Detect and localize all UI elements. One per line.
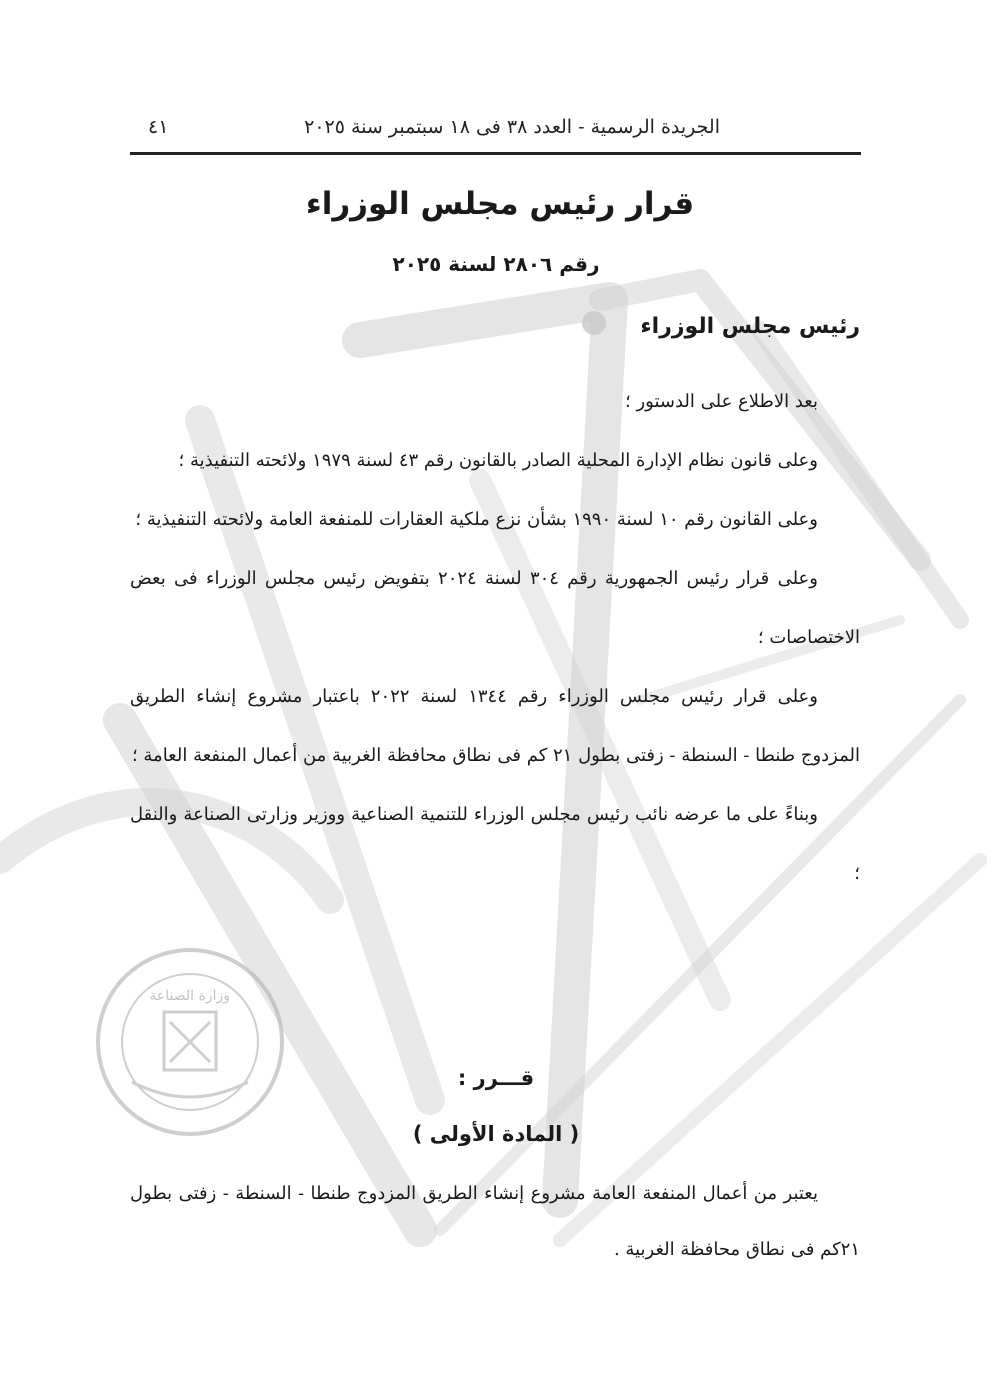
preamble	[130, 372, 860, 903]
preamble-paragraph: وعلى قانون نظام الإدارة المحلية الصادر بالقانون رقم ٤٣ لسنة ١٩٧٩ ولائحته التنفيذية ؛	[178, 450, 818, 471]
article-heading: ( المادة الأولى )	[412, 1122, 580, 1146]
preamble-paragraph: وعلى قرار رئيس الجمهورية رقم ٣٠٤ لسنة ٢٠٢٤ بتفويض رئيس مجلس الوزراء فى بعض الاختصاصات ؛	[130, 568, 860, 648]
decree-title: قرار رئيس مجلس الوزراء	[305, 186, 695, 222]
header-divider	[130, 152, 861, 155]
preamble-paragraph: وعلى قرار رئيس مجلس الوزراء رقم ١٣٤٤ لسنة ٢٠٢٢ باعتبار مشروع إنشاء الطريق المزدوج طنطا - السنطة - زفتى بطول ٢١ كم فى نطاق محافظة الغربية من أعمال المنفعة العامة ؛	[130, 686, 860, 766]
decree-number: رقم ٢٨٠٦ لسنة ٢٠٢٥	[392, 252, 600, 276]
preamble-paragraph: بعد الاطلاع على الدستور ؛	[625, 391, 818, 412]
seal-text: وزارة الصناعة	[149, 988, 230, 1004]
gazette-issue-line: الجريدة الرسمية - العدد ٣٨ فى ١٨ سبتمبر سنة ٢٠٢٥	[304, 116, 720, 138]
preamble-paragraph: وبناءً على ما عرضه نائب رئيس مجلس الوزراء للتنمية الصناعية ووزير وزارتى الصناعة والنقل ؛	[130, 804, 860, 884]
preamble-paragraph: وعلى القانون رقم ١٠ لسنة ١٩٩٠ بشأن نزع ملكية العقارات للمنفعة العامة ولائحته التنفيذية ؛	[135, 509, 818, 530]
issuer-heading: رئيس مجلس الوزراء	[640, 314, 860, 339]
decreed-label: قـــرر :	[457, 1066, 535, 1090]
article-body	[130, 1166, 860, 1278]
gazette-header	[130, 112, 860, 148]
page-number: ٤١	[148, 116, 169, 138]
article-text: يعتبر من أعمال المنفعة العامة مشروع إنشاء الطريق المزدوج طنطا - السنطة - زفتى بطول ٢١كم فى نطاق محافظة الغربية .	[130, 1183, 860, 1260]
